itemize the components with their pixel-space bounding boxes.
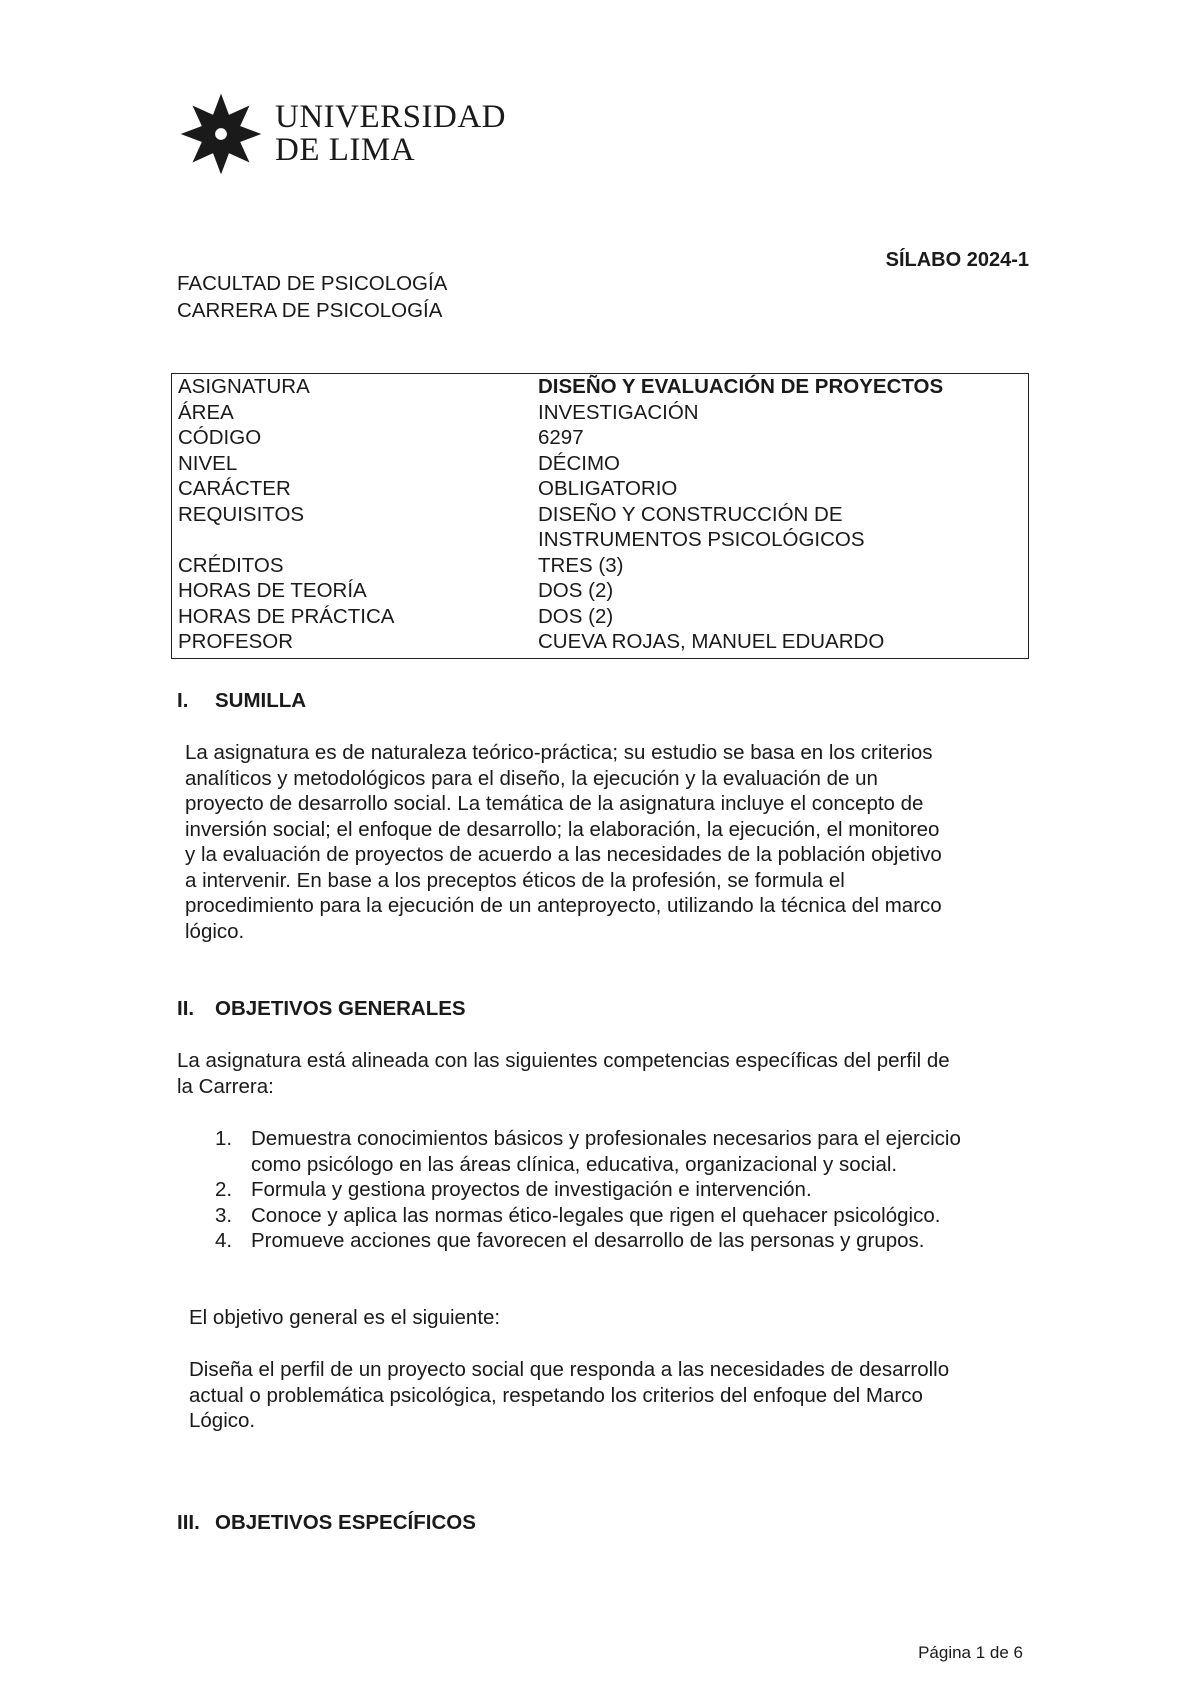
faculty-block	[177, 271, 447, 325]
row-label: ÁREA	[178, 400, 234, 424]
section-heading-sumilla	[177, 688, 306, 714]
objetivos-intro-paragraph	[177, 1048, 1031, 1099]
table-row	[172, 374, 1028, 400]
section-number: III.	[177, 1511, 200, 1534]
table-row	[172, 400, 1028, 426]
section-heading-objetivos-especificos	[177, 1510, 476, 1536]
faculty-name: FACULTAD DE PSICOLOGÍA	[177, 272, 448, 295]
row-label: HORAS DE PRÁCTICA	[178, 604, 395, 628]
logo-line-1: UNIVERSIDAD	[275, 99, 506, 135]
university-star-emblem-icon	[177, 92, 265, 176]
section-number: I.	[177, 689, 189, 712]
row-value: OBLIGATORIO	[538, 477, 678, 500]
objetivo-general-paragraph	[189, 1357, 1021, 1434]
list-text: Promueve acciones que favorecen el desarrollo de las personas y grupos.	[251, 1229, 925, 1252]
sumilla-paragraph	[185, 740, 1029, 944]
list-number: 4.	[215, 1229, 233, 1252]
row-value-line: DISEÑO Y CONSTRUCCIÓN DE	[538, 502, 843, 526]
objetivo-general-intro: El objetivo general es el siguiente:	[189, 1306, 501, 1329]
paragraph-line: proyecto de desarrollo social. La temática de la asignatura incluye el concepto de	[185, 792, 924, 815]
section-title: OBJETIVOS ESPECÍFICOS	[215, 1511, 476, 1534]
paragraph-line: analíticos y metodológicos para el diseño, la ejecución y la evaluación de un	[185, 766, 878, 790]
university-logo	[177, 92, 506, 176]
list-text: Conoce y aplica las normas ético-legales que rigen el quehacer psicológico.	[251, 1203, 941, 1227]
list-text	[251, 1126, 1030, 1177]
section-heading-objetivos-generales	[177, 996, 466, 1022]
row-value: CUEVA ROJAS, MANUEL EDUARDO	[538, 630, 885, 653]
row-label: CARÁCTER	[178, 477, 291, 500]
row-value-line: INSTRUMENTOS PSICOLÓGICOS	[538, 528, 865, 551]
paragraph-line: y la evaluación de proyectos de acuerdo a las necesidades de la población objetivo	[185, 843, 942, 866]
row-value	[538, 502, 1028, 553]
list-item	[215, 1126, 1030, 1177]
paragraph-line: a intervenir. En base a los preceptos éticos de la profesión, se formula el	[185, 868, 845, 892]
list-number: 3.	[215, 1203, 233, 1227]
row-label: NIVEL	[178, 451, 238, 475]
paragraph-line: Diseña el perfil de un proyecto social que responda a las necesidades de desarrollo	[189, 1358, 950, 1381]
section-title: OBJETIVOS GENERALES	[215, 997, 466, 1020]
competencias-list	[215, 1126, 1030, 1254]
table-row	[172, 502, 1028, 553]
table-row	[172, 451, 1028, 477]
list-text: Formula y gestiona proyectos de investigación e intervención.	[251, 1178, 812, 1201]
course-info-table	[171, 373, 1029, 659]
row-label: CÓDIGO	[178, 426, 262, 449]
paragraph-line: procedimiento para la ejecución de un anteproyecto, utilizando la técnica del marco	[185, 894, 942, 917]
table-row	[172, 476, 1028, 502]
row-value: INVESTIGACIÓN	[538, 400, 699, 424]
logo-line-2: DE LIMA	[275, 132, 416, 168]
list-number: 2.	[215, 1178, 233, 1201]
table-row	[172, 578, 1028, 604]
paragraph-line: la Carrera:	[177, 1074, 274, 1098]
logo-wordmark	[275, 101, 506, 167]
row-label: PROFESOR	[178, 630, 294, 653]
list-item	[215, 1177, 1030, 1203]
table-row	[172, 425, 1028, 451]
row-label: REQUISITOS	[178, 502, 305, 526]
paragraph-line: La asignatura está alineada con las siguientes competencias específicas del perfil de	[177, 1049, 950, 1072]
silabo-title: SÍLABO 2024-1	[885, 249, 1029, 271]
list-number: 1.	[215, 1127, 233, 1150]
row-value: 6297	[538, 426, 584, 449]
row-label: ASIGNATURA	[178, 375, 310, 398]
row-value: DOS (2)	[538, 579, 614, 602]
row-value: DOS (2)	[538, 604, 614, 628]
table-row	[172, 604, 1028, 630]
paragraph-line: actual o problemática psicológica, respetando los criterios del enfoque del Marco	[189, 1383, 923, 1407]
list-item	[215, 1228, 1030, 1254]
paragraph-line: inversión social; el enfoque de desarrollo; la elaboración, la ejecución, el monitoreo	[185, 817, 940, 841]
section-number: II.	[177, 997, 195, 1020]
paragraph-line: Lógico.	[189, 1409, 256, 1432]
section-title: SUMILLA	[215, 689, 307, 712]
row-value: TRES (3)	[538, 553, 624, 577]
table-row	[172, 553, 1028, 579]
row-value: DISEÑO Y EVALUACIÓN DE PROYECTOS	[538, 375, 944, 398]
list-text-line: como psicólogo en las áreas clínica, educativa, organizacional y social.	[251, 1152, 898, 1176]
row-label: CRÉDITOS	[178, 553, 284, 577]
paragraph-line: lógico.	[185, 919, 245, 943]
list-item	[215, 1203, 1030, 1229]
row-value: DÉCIMO	[538, 451, 620, 475]
paragraph-line: La asignatura es de naturaleza teórico-práctica; su estudio se basa en los criterios	[185, 741, 933, 764]
row-label: HORAS DE TEORÍA	[178, 579, 367, 602]
career-name: CARRERA DE PSICOLOGÍA	[177, 299, 443, 322]
table-row	[172, 629, 1028, 655]
list-text-line: Demuestra conocimientos básicos y profesionales necesarios para el ejercicio	[251, 1127, 961, 1150]
page-number: Página 1 de 6	[918, 1643, 1023, 1662]
